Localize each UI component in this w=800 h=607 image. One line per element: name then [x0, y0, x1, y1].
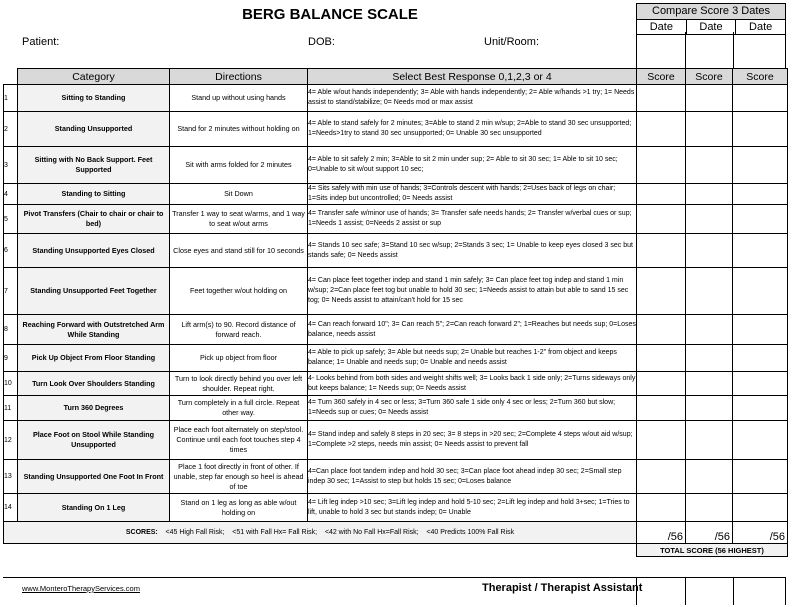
- category-cell: Standing Unsupported: [18, 112, 170, 147]
- score-entry-cell-1[interactable]: [637, 147, 686, 184]
- form-title: BERG BALANCE SCALE: [242, 6, 418, 23]
- score-column-header-3: Score: [733, 69, 788, 85]
- response-cell: 4- Looks behind from both sides and weight shifts well; 3= Looks back 1 side only; 2=Turns sideways only but keeps balance; 1= Needs sup; 0= Needs assist: [308, 372, 637, 396]
- table-row: [4, 85, 788, 112]
- item-number: 2: [4, 112, 18, 147]
- response-cell: 4= Able to stand safely for 2 minutes; 3=Able to stand 2 min w/sup; 2=Able to stand 30 sec unsupported; 1=Needs>1try to stand 30 sec unsupported; 0= Unable 30 sec unsupported: [308, 112, 637, 147]
- score-entry-cell-2[interactable]: [686, 85, 733, 112]
- item-number: 3: [4, 147, 18, 184]
- number-column-header: [4, 69, 18, 85]
- score-entry-cell-1[interactable]: [637, 268, 686, 315]
- score-entry-cell-1[interactable]: [637, 372, 686, 396]
- score-entry-cell-3[interactable]: [733, 345, 788, 372]
- total-score-cell-1[interactable]: /56: [637, 522, 686, 544]
- category-cell: Standing Unsupported One Foot In Front: [18, 460, 170, 494]
- table-row: [4, 205, 788, 234]
- response-cell: 4= Can place feet together indep and stand 1 min safely; 3= Can place feet tog indep and stand 1 min w/sup; 2=Can place feet tog but unable to hold 30 sec; 1=Needs assist to attain but able to sand 15 sec tog; 0= Needs assist to attain/can't hold for 15 sec: [308, 268, 637, 315]
- directions-cell: Sit with arms folded for 2 minutes: [170, 147, 308, 184]
- therapist-label: Therapist / Therapist Assistant: [482, 582, 643, 594]
- response-cell: 4=Can place foot tandem indep and hold 30 sec; 3=Can place foot ahead indep 30 sec; 2=Small step indep 30 sec; 1=Assist to step but holds 15 sec; 0=Loses balance: [308, 460, 637, 494]
- table-row: [4, 234, 788, 268]
- date-entry-area[interactable]: [636, 32, 786, 68]
- response-cell: 4= Lift leg indep >10 sec; 3=Lift leg indep and hold 5-10 sec; 2=Lift leg indep and hold 3+sec; 1=Tries to lift, unable to hold 3 sec but stands indep; 0= Unable: [308, 494, 637, 522]
- risk-threshold-4: <40 Predicts 100% Fall Risk: [426, 529, 515, 536]
- score-entry-cell-1[interactable]: [637, 205, 686, 234]
- fall-risk-legend: [4, 522, 637, 544]
- score-entry-cell-1[interactable]: [637, 112, 686, 147]
- signature-divider: [685, 577, 686, 605]
- spacer-cell: [4, 544, 637, 557]
- table-row: [4, 460, 788, 494]
- item-number: 1: [4, 85, 18, 112]
- table-row: [4, 147, 788, 184]
- score-entry-cell-2[interactable]: [686, 184, 733, 205]
- table-row: [4, 315, 788, 345]
- score-entry-cell-2[interactable]: [686, 494, 733, 522]
- score-entry-cell-3[interactable]: [733, 234, 788, 268]
- date-label-2: Date: [687, 20, 737, 34]
- date-label-1: Date: [637, 20, 687, 34]
- response-cell: 4= Stand indep and safely 8 steps in 20 sec; 3= 8 steps in >20 sec; 2=Complete 4 steps w/out aid w/sup; 1=Complete >2 steps, needs min assist; 0= Needs assist to prevent fall: [308, 421, 637, 460]
- category-cell: Standing Unsupported Eyes Closed: [18, 234, 170, 268]
- directions-cell: Feet together w/out holding on: [170, 268, 308, 315]
- score-column-header-1: Score: [637, 69, 686, 85]
- score-entry-cell-1[interactable]: [637, 345, 686, 372]
- table-row: [4, 372, 788, 396]
- item-number: 4: [4, 184, 18, 205]
- score-entry-cell-2[interactable]: [686, 268, 733, 315]
- score-entry-cell-2[interactable]: [686, 112, 733, 147]
- directions-cell: Pick up object from floor: [170, 345, 308, 372]
- response-cell: 4= Able to pick up safely; 3= Able but needs sup; 2= Unable but reaches 1-2" from object and keeps balance; 1= Unable and needs sup; 0= Unable and needs assist: [308, 345, 637, 372]
- score-entry-cell-1[interactable]: [637, 184, 686, 205]
- category-column-header: Category: [18, 69, 170, 85]
- category-cell: Reaching Forward with Outstretched Arm While Standing: [18, 315, 170, 345]
- score-entry-cell-3[interactable]: [733, 315, 788, 345]
- signature-divider: [733, 577, 734, 605]
- column-header-row: [4, 69, 788, 85]
- item-number: 5: [4, 205, 18, 234]
- response-column-header: Select Best Response 0,1,2,3 or 4: [308, 69, 637, 85]
- score-entry-cell-3[interactable]: [733, 494, 788, 522]
- score-entry-cell-2[interactable]: [686, 315, 733, 345]
- score-entry-cell-3[interactable]: [733, 147, 788, 184]
- scores-label: SCORES:: [125, 529, 158, 536]
- score-entry-cell-2[interactable]: [686, 396, 733, 421]
- category-cell: Standing Unsupported Feet Together: [18, 268, 170, 315]
- category-cell: Turn 360 Degrees: [18, 396, 170, 421]
- response-cell: 4= Turn 360 safely in 4 sec or less; 3=Turn 360 safe 1 side only 4 sec or less; 2=Turn 360 but slow; 1=Needs sup or cues; 0= Needs assist: [308, 396, 637, 421]
- response-cell: 4= Able w/out hands independently; 3= Able with hands independently; 2= Able w/hands >1 try; 1= Needs assist to stand/stabilize; 0= Needs mod or max assist: [308, 85, 637, 112]
- item-number: 14: [4, 494, 18, 522]
- table-row: [4, 396, 788, 421]
- directions-cell: Turn completely in a full circle. Repeat other way.: [170, 396, 308, 421]
- item-number: 13: [4, 460, 18, 494]
- score-entry-cell-3[interactable]: [733, 268, 788, 315]
- response-cell: 4= Able to sit safely 2 min; 3=Able to sit 2 min under sup; 2= Able to sit 30 sec; 1= Able to sit 10 sec; 0=Unable to sit w/out support 10 sec;: [308, 147, 637, 184]
- score-column-header-2: Score: [686, 69, 733, 85]
- table-row: [4, 112, 788, 147]
- berg-table: [3, 68, 788, 557]
- risk-threshold-1: <45 High Fall Risk;: [165, 529, 225, 536]
- score-entry-cell-3[interactable]: [733, 184, 788, 205]
- category-cell: Sitting with No Back Support. Feet Supported: [18, 147, 170, 184]
- score-entry-cell-3[interactable]: [733, 396, 788, 421]
- therapist-signature-area[interactable]: [636, 577, 786, 605]
- category-cell: Place Foot on Stool While Standing Unsupported: [18, 421, 170, 460]
- dob-label: DOB:: [308, 36, 335, 48]
- table-row: [4, 184, 788, 205]
- total-label-row: [4, 544, 788, 557]
- item-number: 9: [4, 345, 18, 372]
- directions-cell: Stand on 1 leg as long as able w/out holding on: [170, 494, 308, 522]
- item-number: 8: [4, 315, 18, 345]
- score-entry-cell-3[interactable]: [733, 85, 788, 112]
- total-score-cell-3[interactable]: /56: [733, 522, 788, 544]
- score-entry-cell-3[interactable]: [733, 421, 788, 460]
- item-number: 11: [4, 396, 18, 421]
- score-entry-cell-1[interactable]: [637, 494, 686, 522]
- category-cell: Standing On 1 Leg: [18, 494, 170, 522]
- risk-threshold-3: <42 with No Fall Hx=Fall Risk;: [324, 529, 419, 536]
- response-cell: 4= Transfer safe w/minor use of hands; 3= Transfer safe needs hands; 2= Transfer w/verbal cues or sup; 1=Needs 1 assist; 0=Needs 2 assist or sup: [308, 205, 637, 234]
- score-entry-cell-1[interactable]: [637, 396, 686, 421]
- category-cell: Standing to Sitting: [18, 184, 170, 205]
- unit-room-label: Unit/Room:: [484, 36, 540, 48]
- category-cell: Pick Up Object From Floor Standing: [18, 345, 170, 372]
- date-divider: [733, 32, 734, 68]
- score-entry-cell-2[interactable]: [686, 234, 733, 268]
- response-cell: 4= Sits safely with min use of hands; 3=Controls descent with hands; 2=Uses back of legs on chair; 1=Sits indep but uncontrolled; 0= Needs assist: [308, 184, 637, 205]
- score-entry-cell-1[interactable]: [637, 85, 686, 112]
- compare-dates-box: [636, 3, 786, 35]
- date-divider: [685, 32, 686, 68]
- item-number: 6: [4, 234, 18, 268]
- directions-cell: Sit Down: [170, 184, 308, 205]
- directions-cell: Close eyes and stand still for 10 seconds: [170, 234, 308, 268]
- directions-cell: Stand up without using hands: [170, 85, 308, 112]
- score-entry-cell-2[interactable]: [686, 421, 733, 460]
- item-number: 10: [4, 372, 18, 396]
- score-entry-cell-3[interactable]: [733, 205, 788, 234]
- risk-threshold-2: <51 with Fall Hx= Fall Risk;: [232, 529, 318, 536]
- table-row: [4, 268, 788, 315]
- response-cell: 4= Can reach forward 10"; 3= Can reach 5"; 2=Can reach forward 2"; 1=Reaches but needs sup; 0=Loses balance, needs assist: [308, 315, 637, 345]
- score-entry-cell-2[interactable]: [686, 460, 733, 494]
- score-entry-cell-3[interactable]: [733, 112, 788, 147]
- score-entry-cell-3[interactable]: [733, 372, 788, 396]
- directions-cell: Turn to look directly behind you over left shoulder. Repeat right.: [170, 372, 308, 396]
- directions-cell: Place 1 foot directly in front of other. If unable, step far enough so heel is ahead of toe: [170, 460, 308, 494]
- directions-cell: Place each foot alternately on step/stool. Continue until each foot touches step 4 times: [170, 421, 308, 460]
- score-entry-cell-1[interactable]: [637, 460, 686, 494]
- patient-label: Patient:: [22, 36, 60, 48]
- table-row: [4, 494, 788, 522]
- directions-cell: Lift arm(s) to 90. Record distance of forward reach.: [170, 315, 308, 345]
- directions-column-header: Directions: [170, 69, 308, 85]
- website-link[interactable]: www.MonteroTherapyServices.com: [22, 584, 140, 593]
- total-score-cell-2[interactable]: /56: [686, 522, 733, 544]
- score-entry-cell-2[interactable]: [686, 205, 733, 234]
- score-entry-cell-3[interactable]: [733, 460, 788, 494]
- score-entry-cell-1[interactable]: [637, 234, 686, 268]
- response-cell: 4= Stands 10 sec safe; 3=Stand 10 sec w/sup; 2=Stands 3 sec; 1= Unable to keep eyes closed 3 sec but stands safe; 0= Needs assist: [308, 234, 637, 268]
- directions-cell: Stand for 2 minutes without holding on: [170, 112, 308, 147]
- item-number: 7: [4, 268, 18, 315]
- category-cell: Turn Look Over Shoulders Standing: [18, 372, 170, 396]
- table-row: [4, 345, 788, 372]
- date-label-3: Date: [749, 21, 773, 33]
- directions-cell: Transfer 1 way to seat w/arms, and 1 way to seat w/out arms: [170, 205, 308, 234]
- category-cell: Sitting to Standing: [18, 85, 170, 112]
- score-entry-cell-2[interactable]: [686, 345, 733, 372]
- table-row: [4, 421, 788, 460]
- item-number: 12: [4, 421, 18, 460]
- score-entry-cell-2[interactable]: [686, 372, 733, 396]
- category-cell: Pivot Transfers (Chair to chair or chair to bed): [18, 205, 170, 234]
- score-entry-cell-2[interactable]: [686, 147, 733, 184]
- compare-title: Compare Score 3 Dates: [637, 4, 785, 20]
- scores-legend-row: [4, 522, 788, 544]
- total-score-label: TOTAL SCORE (56 HIGHEST): [637, 544, 788, 557]
- score-entry-cell-1[interactable]: [637, 315, 686, 345]
- score-entry-cell-1[interactable]: [637, 421, 686, 460]
